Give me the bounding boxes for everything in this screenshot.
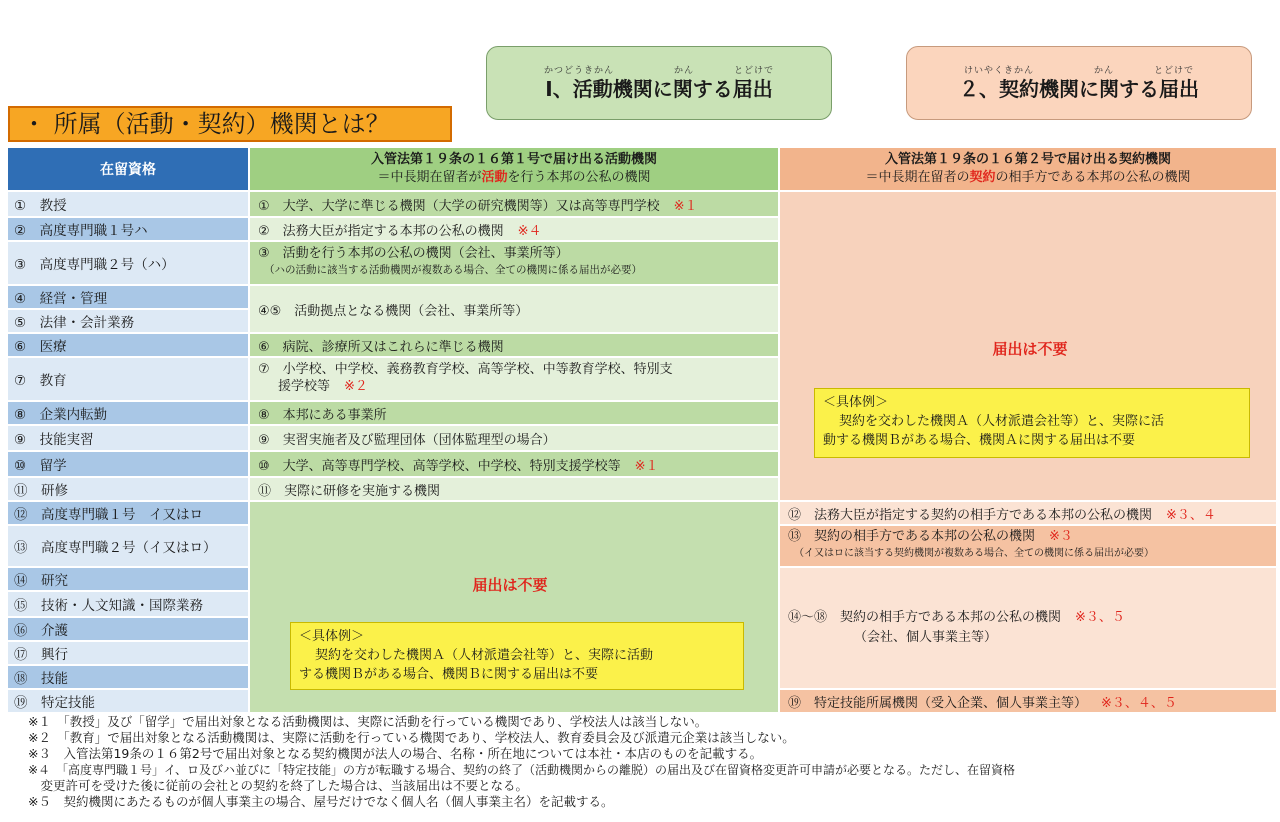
activity-row-11: ⑪ 実際に研修を実施する機関 — [250, 478, 778, 500]
activity-row-3: ③ 活動を行う本邦の公私の機関（会社、事業所等） （ハの活動に該当する活動機関が複数ある場合、全ての機関に係る届出が必要） — [250, 242, 778, 284]
activity-row-2: ② 法務大臣が指定する本邦の公私の機関 ※４ — [250, 218, 778, 240]
status-row: ⑨ 技能実習 — [8, 426, 248, 450]
contract-tab-ruby: けいやくきかん かん とどけで — [963, 66, 1194, 76]
status-row: ③ 高度専門職２号（ハ） — [8, 242, 248, 284]
status-row: ⑦ 教育 — [8, 358, 248, 400]
contract-example-head: ＜具体例＞ — [823, 395, 889, 410]
status-row: ⑧ 企業内転勤 — [8, 402, 248, 424]
header-activity-line1: 入管法第１９条の１６第１号で届け出る活動機関 — [370, 152, 657, 167]
status-row: ⑱ 技能 — [8, 666, 248, 688]
status-row: ⑬ 高度専門職２号（イ又はロ） — [8, 526, 248, 566]
header-contract-line1: 入管法第１９条の１６第２号で届け出る契約機関 — [884, 152, 1171, 167]
activity-row-4-5: ④⑤ 活動拠点となる機関（会社、事業所等） — [250, 286, 778, 332]
activity-example-line2: する機関Ｂがある場合、機関Ｂに関する届出は不要 — [299, 667, 599, 682]
activity-row-8: ⑧ 本邦にある事業所 — [250, 402, 778, 424]
contract-row-12: ⑫ 法務大臣が指定する契約の相手方である本邦の公私の機関 ※３、４ — [780, 502, 1276, 524]
status-row: ② 高度専門職１号ハ — [8, 218, 248, 240]
header-contract-line2: ＝中長期在留者の契約の相手方である本邦の公私の機関 — [865, 170, 1191, 185]
status-row: ⑲ 特定技能 — [8, 690, 248, 712]
status-row: ⑰ 興行 — [8, 642, 248, 664]
contract-not-required-label: 届出は不要 — [992, 340, 1068, 358]
activity-example-head: ＜具体例＞ — [299, 629, 365, 644]
header-activity-line2: ＝中長期在留者が活動を行う本邦の公私の機関 — [377, 170, 651, 185]
contract-row-14-18: ⑭～⑱ 契約の相手方である本邦の公私の機関 ※３、５ （会社、個人事業主等） — [780, 568, 1276, 688]
status-row: ④ 経営・管理 — [8, 286, 248, 308]
contract-tab-title: ２、契約機関に関する届出 — [959, 77, 1199, 101]
header-activity — [250, 148, 778, 190]
status-row: ⑥ 医療 — [8, 334, 248, 356]
footnote-5: ※５ 契約機関にあたるものが個人事業主の場合、屋号だけでなく個人名（個人事業主名）を記載する。 — [28, 794, 614, 809]
contract-row-19: ⑲ 特定技能所属機関（受入企業、個人事業主等） ※３、４、５ — [780, 690, 1276, 712]
status-row: ⑩ 留学 — [8, 452, 248, 476]
status-row: ⑭ 研究 — [8, 568, 248, 590]
contract-example-box — [814, 388, 1250, 458]
status-row: ⑪ 研修 — [8, 478, 248, 500]
footnote-4: ※４ 「高度専門職１号」イ、ロ及びハ並びに「特定技能」の方が転職する場合、契約の終了（活動機関からの離脱）の届出及び在留資格変更許可申請が必要となる。ただし、在留資格 — [28, 763, 1015, 777]
contract-agency-tab — [906, 46, 1252, 120]
status-row: ⑯ 介護 — [8, 618, 248, 640]
status-row: ① 教授 — [8, 192, 248, 216]
status-row: ⑫ 高度専門職１号 イ又はロ — [8, 502, 248, 524]
status-row: ⑮ 技術・人文知識・国際業務 — [8, 592, 248, 616]
activity-example-line1: 契約を交わした機関Ａ（人材派遣会社等）と、実際に活動 — [315, 648, 654, 663]
activity-row-6: ⑥ 病院、診療所又はこれらに準じる機関 — [250, 334, 778, 356]
activity-tab-ruby: かつどうきかん かん とどけで — [543, 66, 774, 76]
contract-row-13: ⑬ 契約の相手方である本邦の公私の機関 ※３ （イ又はロに該当する契約機関が複数ある場合、全ての機関に係る届出が必要） — [780, 526, 1276, 566]
activity-row-7: ⑦ 小学校、中学校、義務教育学校、高等学校、中等教育学校、特別支 援学校等 ※２ — [250, 358, 778, 400]
page-title: ・ 所属（活動・契約）機関とは？ — [8, 106, 452, 142]
footnote-3: ※３ 入管法第19条の１６第2号で届出対象となる契約機関が法人の場合、名称・所在地については本社・本店のものを記載する。 — [28, 746, 763, 761]
header-contract — [780, 148, 1276, 190]
contract-example-line1: 契約を交わした機関Ａ（人材派遣会社等）と、実際に活 — [839, 414, 1165, 429]
activity-row-9: ⑨ 実習実施者及び監理団体（団体監理型の場合） — [250, 426, 778, 450]
activity-row-10: ⑩ 大学、高等専門学校、高等学校、中学校、特別支援学校等 ※１ — [250, 452, 778, 476]
activity-tab-title: Ⅰ、活動機関に関する届出 — [545, 77, 773, 101]
footnote-4-cont: 変更許可を受けた後に従前の会社との契約を終了した場合は、当該届出は不要となる。 — [28, 778, 529, 793]
header-status: 在留資格 — [8, 148, 248, 190]
activity-not-required-label: 届出は不要 — [472, 576, 548, 594]
footnote-2: ※２ 「教育」で届出対象となる活動機関は、実際に活動を行っている機関であり、学校法人、教育委員会及び派遣元企業は該当しない。 — [28, 730, 795, 745]
contract-example-line2: 動する機関Ｂがある場合、機関Ａに関する届出は不要 — [823, 433, 1136, 448]
activity-agency-tab — [486, 46, 832, 120]
activity-row-1: ① 大学、大学に準じる機関（大学の研究機関等）又は高等専門学校 ※１ — [250, 192, 778, 216]
footnote-1: ※１ 「教授」及び「留学」で届出対象となる活動機関は、実際に活動を行っている機関であり、学校法人は該当しない。 — [28, 714, 708, 729]
status-row: ⑤ 法律・会計業務 — [8, 310, 248, 332]
activity-example-box — [290, 622, 744, 690]
